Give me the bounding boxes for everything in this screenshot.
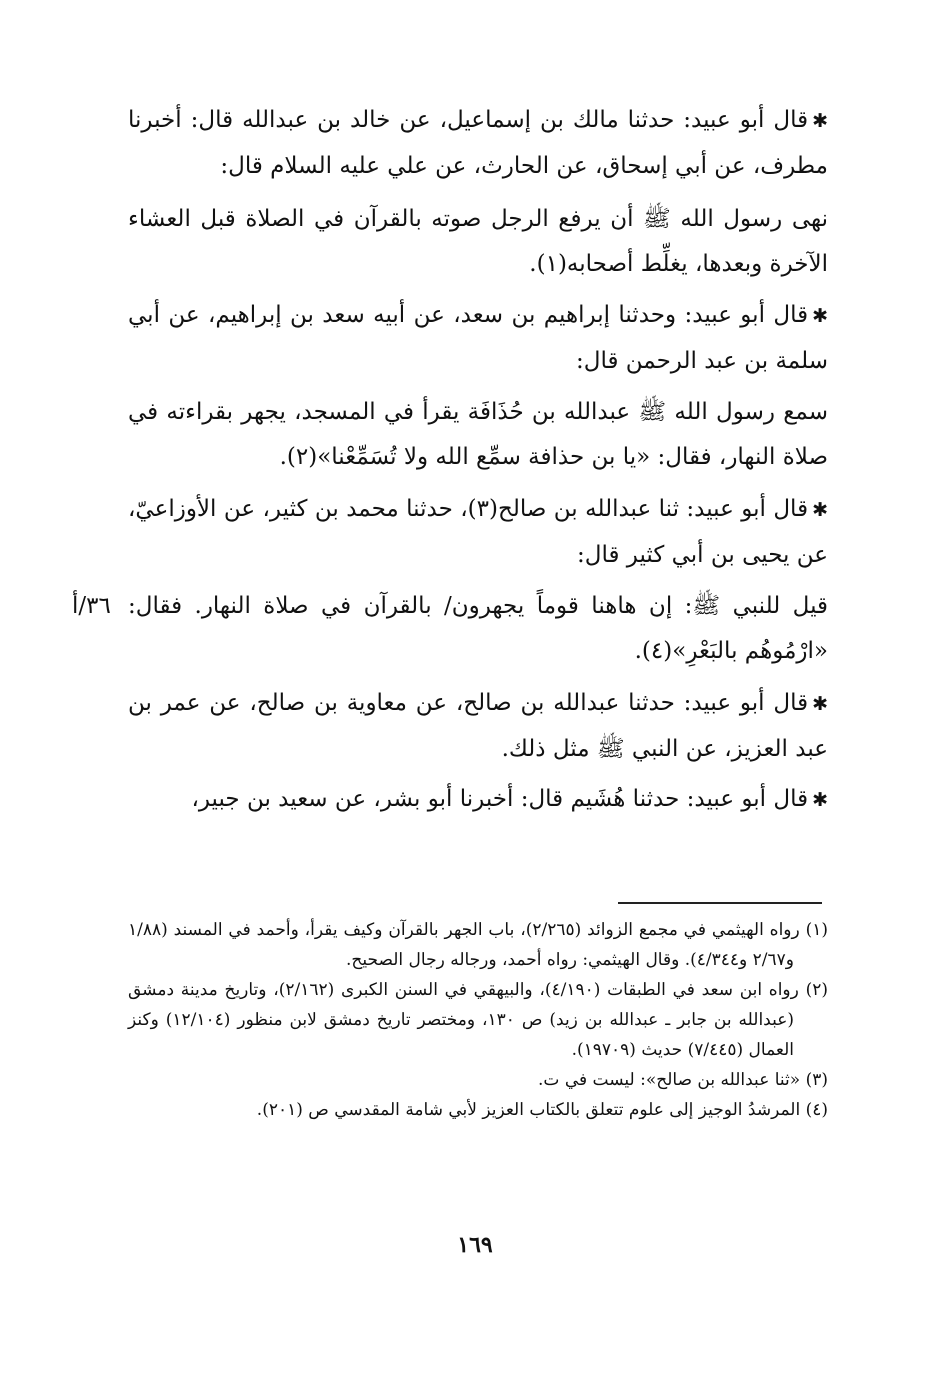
entry-text: نهى رسول الله ﷺ أن يرفع الرجل صوته بالقرآن في الصلاة قبل العشاء الآخرة وبعدها، يغلِّط أصحابه(١). <box>128 206 828 277</box>
footnote-3: (٣) «ثنا عبدالله بن صالح»: ليست في ت. <box>538 1070 828 1090</box>
footnote-divider <box>618 902 822 904</box>
star-marker-icon: ✱ <box>812 110 828 132</box>
entry-text: قال أبو عبيد: حدثنا مالك بن إسماعيل، عن خالد بن عبدالله قال: أخبرنا مطرف، عن أبي إسحاق، عن الحارث، عن علي عليه السلام قال: <box>128 107 828 179</box>
entry-text: سمع رسول الله ﷺ عبدالله بن حُذَافَة يقرأ في المسجد، يجهر بقراءته في صلاة النهار، فقال: «يا بن حذافة سمِّع الله ولا تُسَمِّعْنا»(٢). <box>128 399 828 470</box>
entry-text: قال أبو عبيد: وحدثنا إبراهيم بن سعد، عن أبيه سعد بن إبراهيم، عن أبي سلمة بن عبد الرحمن قال: <box>128 302 828 374</box>
entry-8 <box>128 777 828 823</box>
footnote-2: (٢) رواه ابن سعد في الطبقات (٤/١٩٠)، والبيهقي في السنن الكبرى (٢/١٦٢)، وتاريخ مدينة دمشق (عبدالله بن جابر ـ عبدالله بن زيد) ص ١٣٠، ومختصر تاريخ دمشق لابن منظور (١٢/١٠٤) وكنز العمال (٧/٤٤٥) حديث (١٩٧٠٩). <box>128 980 828 1060</box>
entry-text: قال أبو عبيد: حدثنا هُشَيم قال: أخبرنا أبو بشر، عن سعيد بن جبير، <box>191 786 809 812</box>
entry-1 <box>128 98 828 189</box>
page-number: ١٦٩ <box>457 1232 493 1258</box>
entry-7 <box>128 681 828 772</box>
entry-3 <box>128 293 828 384</box>
footnote-4: (٤) المرشدُ الوجيز إلى علوم تتعلق بالكتاب العزيز لأبي شامة المقدسي ص (٢٠١). <box>256 1100 828 1120</box>
manuscript-folio-note: ٣٦/أ <box>72 593 111 619</box>
star-marker-icon: ✱ <box>812 499 828 521</box>
star-marker-icon: ✱ <box>812 789 828 811</box>
entry-text: قال أبو عبيد: ثنا عبدالله بن صالح(٣)، حدثنا محمد بن كثير، عن الأوزاعيّ، عن يحيى بن أبي كثير قال: <box>128 496 828 568</box>
entry-5 <box>128 487 828 578</box>
entry-6 <box>128 584 828 674</box>
entry-4 <box>128 390 828 480</box>
entry-2 <box>128 197 828 287</box>
star-marker-icon: ✱ <box>812 693 828 715</box>
entry-text: قيل للنبي ﷺ: إن هاهنا قوماً يجهرون/ بالقرآن في صلاة النهار. فقال: «ارْمُوهُم بالبَعْرِ»(٤). <box>128 593 828 664</box>
entry-text: قال أبو عبيد: حدثنا عبدالله بن صالح، عن معاوية بن صالح، عن عمر بن عبد العزيز، عن النبي ﷺ مثل ذلك. <box>128 690 828 762</box>
star-marker-icon: ✱ <box>812 305 828 327</box>
footnotes <box>128 915 828 1125</box>
footnote-1: (١) رواه الهيثمي في مجمع الزوائد (٢/٢٦٥)، باب الجهر بالقرآن وكيف يقرأ، وأحمد في المسند (١/٨٨ و٢/٦٧ و٤/٣٤٤). وقال الهيثمي: رواه أحمد، ورجاله رجال الصحيح. <box>128 920 829 970</box>
